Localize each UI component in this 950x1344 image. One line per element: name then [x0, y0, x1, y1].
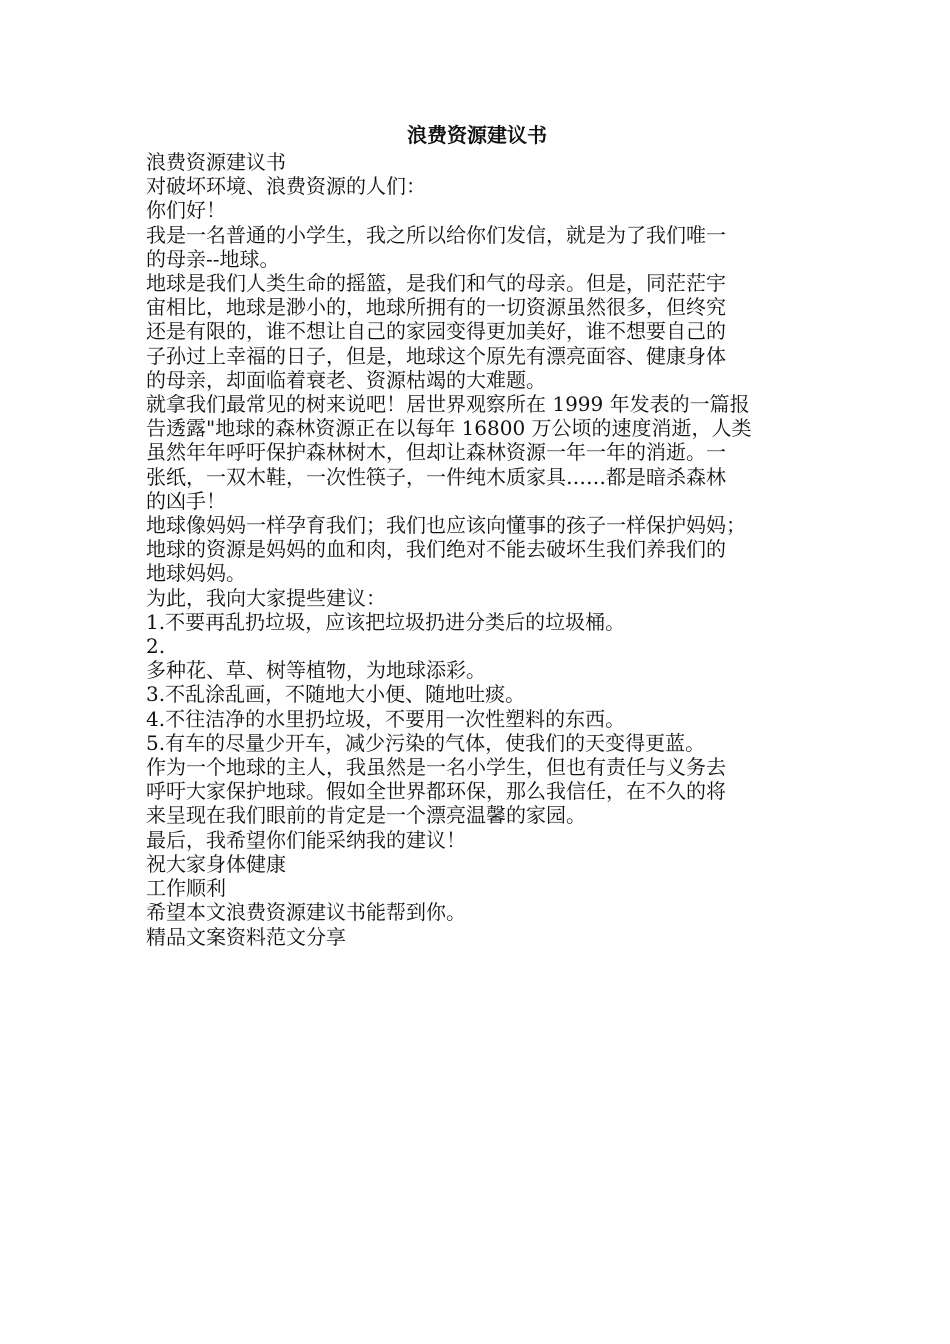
text-line: 对破坏环境、浪费资源的人们：: [146, 174, 426, 199]
document-page: [146, 120, 808, 949]
text-line: 多种花、草、树等植物，为地球添彩。: [146, 658, 486, 683]
text-line: 告透露"地球的森林资源正在以每年 16800 万公顷的速度消逝，人类: [146, 416, 752, 441]
text-line: 就拿我们最常见的树来说吧！居世界观察所在 1999 年发表的一篇报: [146, 392, 750, 417]
text-line: 地球像妈妈一样孕育我们；我们也应该向懂事的孩子一样保护妈妈；: [146, 513, 746, 538]
text-line: 的凶手！: [146, 488, 226, 513]
text-line: 你们好！: [146, 198, 226, 223]
text-line: 地球的资源是妈妈的血和肉，我们绝对不能去破坏生我们养我们的: [146, 537, 726, 562]
document-body: [146, 150, 808, 949]
text-line: 张纸，一双木鞋，一次性筷子，一件纯木质家具……都是暗杀森林: [146, 464, 726, 489]
text-line: 子孙过上幸福的日子，但是，地球这个原先有漂亮面容、健康身体: [146, 343, 726, 368]
text-line: 的母亲，却面临着衰老、资源枯竭的大难题。: [146, 367, 546, 392]
text-line: 为此，我向大家提些建议：: [146, 585, 386, 610]
text-line: 我是一名普通的小学生，我之所以给你们发信，就是为了我们唯一: [146, 222, 726, 247]
text-line: 1.不要再乱扔垃圾，应该把垃圾扔进分类后的垃圾桶。: [146, 609, 626, 634]
text-line: 工作顺利: [146, 876, 226, 901]
text-line: 来呈现在我们眼前的肯定是一个漂亮温馨的家园。: [146, 803, 586, 828]
text-line: 呼吁大家保护地球。假如全世界都环保，那么我信任，在不久的将: [146, 779, 726, 804]
text-line: 5.有车的尽量少开车，减少污染的气体，使我们的天变得更蓝。: [146, 730, 706, 755]
text-line: 浪费资源建议书: [146, 150, 286, 174]
text-line: 祝大家身体健康: [146, 851, 286, 876]
text-line: 地球是我们人类生命的摇篮，是我们和气的母亲。但是，同茫茫宇: [146, 271, 726, 296]
document-title: 浪费资源建议书: [407, 123, 547, 147]
text-line: 虽然年年呼吁保护森林树木，但却让森林资源一年一年的消逝。一: [146, 440, 726, 465]
text-line: 宙相比，地球是渺小的，地球所拥有的一切资源虽然很多，但终究: [146, 295, 726, 320]
text-line: 2.: [146, 634, 166, 659]
text-line: 作为一个地球的主人，我虽然是一名小学生，但也有责任与义务去: [146, 755, 726, 780]
text-line: 3.不乱涂乱画，不随地大小便、随地吐痰。: [146, 682, 526, 707]
text-line: 4.不往洁净的水里扔垃圾，不要用一次性塑料的东西。: [146, 706, 626, 731]
text-line: 希望本文浪费资源建议书能帮到你。: [146, 900, 466, 925]
text-line: 的母亲--地球。: [146, 246, 280, 271]
text-line: 最后，我希望你们能采纳我的建议！: [146, 827, 466, 852]
text-line: 地球妈妈。: [146, 561, 246, 586]
text-line: 精品文案资料范文分享: [146, 924, 346, 949]
text-line: 还是有限的，谁不想让自己的家园变得更加美好，谁不想要自己的: [146, 319, 726, 344]
